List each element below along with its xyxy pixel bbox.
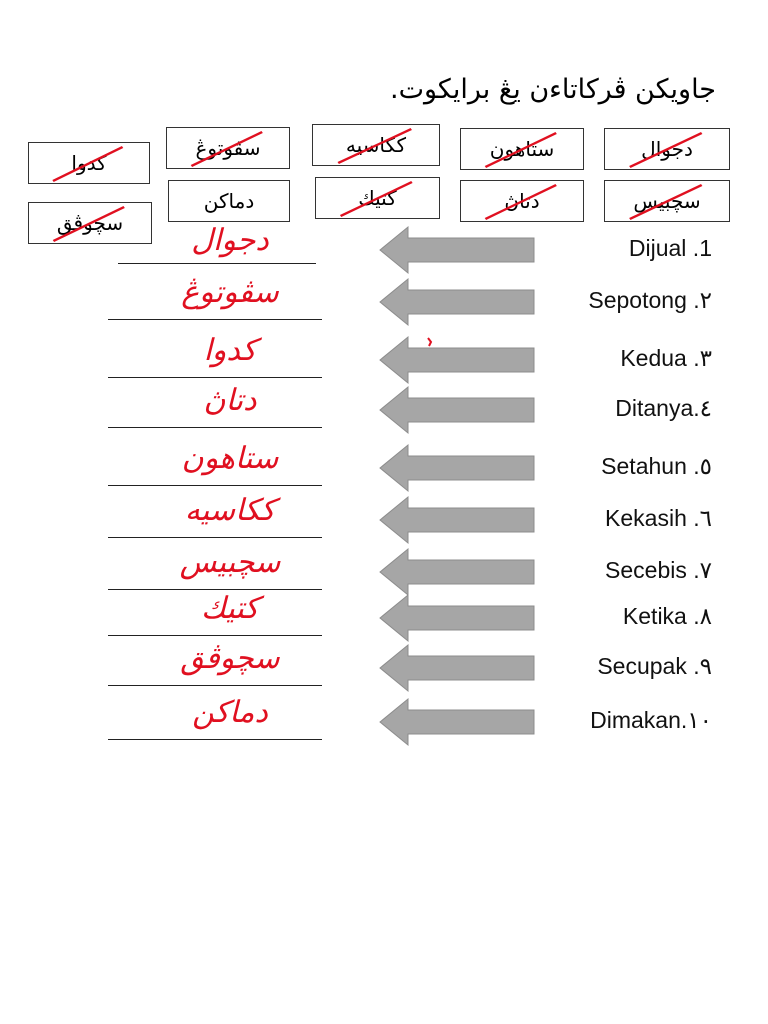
exercise-prompt: Dijual .1	[628, 235, 712, 261]
handwritten-answer: كدوا	[203, 333, 257, 368]
answer-line	[108, 319, 322, 320]
word-bank-text: سچوڤق	[56, 211, 124, 235]
word-bank-text: دتاڽ	[504, 189, 540, 213]
answer-line	[108, 739, 322, 740]
word-bank-item	[315, 177, 440, 219]
exercise-prompt: Sepotong .٢	[588, 287, 712, 313]
exercise-row	[0, 335, 768, 385]
left-arrow-icon	[378, 225, 538, 275]
exercise-prompt: Kedua .٣	[620, 345, 712, 371]
exercise-prompt: Kekasih .٦	[605, 505, 712, 531]
exercise-row	[0, 547, 768, 597]
answer-line	[108, 377, 322, 378]
word-bank-text: دجوال	[641, 137, 693, 161]
exercise-prompt: Secupak .٩	[597, 653, 712, 679]
handwritten-answer: ككاسيه	[184, 493, 276, 528]
handwritten-answer: سڤوتوڠ	[181, 275, 279, 310]
answer-line	[118, 263, 316, 264]
exercise-row	[0, 385, 768, 435]
exercise-prompt: Ditanya.٤	[615, 395, 712, 421]
word-bank-text: كتيك	[358, 186, 397, 210]
word-bank-text: سچبيس	[633, 189, 701, 213]
answer-line	[108, 685, 322, 686]
handwritten-answer: سچوڤق	[180, 641, 280, 676]
red-pen-mark	[425, 336, 437, 350]
left-arrow-icon	[378, 443, 538, 493]
exercise-prompt: Setahun .٥	[601, 453, 712, 479]
exercise-prompt: Dimakan.١٠	[590, 707, 712, 733]
word-bank-item	[460, 180, 584, 222]
left-arrow-icon	[378, 697, 538, 747]
left-arrow-icon	[378, 495, 538, 545]
word-bank-text: سڤوتوڠ	[195, 136, 261, 160]
answer-line	[108, 589, 322, 590]
exercise-row	[0, 443, 768, 493]
exercise-row	[0, 643, 768, 693]
exercise-row	[0, 697, 768, 747]
left-arrow-icon	[378, 547, 538, 597]
handwritten-answer: دماكن	[192, 695, 268, 730]
left-arrow-icon	[378, 277, 538, 327]
word-bank-item	[460, 128, 584, 170]
answer-line	[108, 427, 322, 428]
exercise-row	[0, 225, 768, 275]
handwritten-answer: ستاهون	[181, 441, 279, 476]
handwritten-answer: كتيك	[201, 591, 259, 626]
word-bank-text: ككاسيه	[345, 133, 407, 157]
left-arrow-icon	[378, 335, 538, 385]
word-bank-text: دماكن	[203, 189, 255, 213]
word-bank-text: ستاهون	[489, 137, 555, 161]
exercise-row	[0, 593, 768, 643]
answer-line	[108, 635, 322, 636]
worksheet-title: جاويكن ڤركاتاءن يڠ برايكوت.	[389, 74, 716, 105]
handwritten-answer: دتاڽ	[203, 383, 257, 418]
handwritten-answer: سچبيس	[179, 545, 281, 580]
exercise-row	[0, 277, 768, 327]
word-bank-text: كدوا	[71, 151, 107, 175]
left-arrow-icon	[378, 385, 538, 435]
exercise-prompt: Secebis .٧	[605, 557, 712, 583]
handwritten-answer: دجوال	[191, 223, 269, 258]
word-bank-item	[312, 124, 440, 166]
exercise-row	[0, 495, 768, 545]
word-bank-item	[604, 128, 730, 170]
left-arrow-icon	[378, 643, 538, 693]
word-bank-item	[166, 127, 290, 169]
left-arrow-icon	[378, 593, 538, 643]
exercise-prompt: Ketika .٨	[622, 603, 712, 629]
answer-line	[108, 537, 322, 538]
word-bank-item	[28, 142, 150, 184]
answer-line	[108, 485, 322, 486]
word-bank-item	[168, 180, 290, 222]
word-bank-item	[604, 180, 730, 222]
